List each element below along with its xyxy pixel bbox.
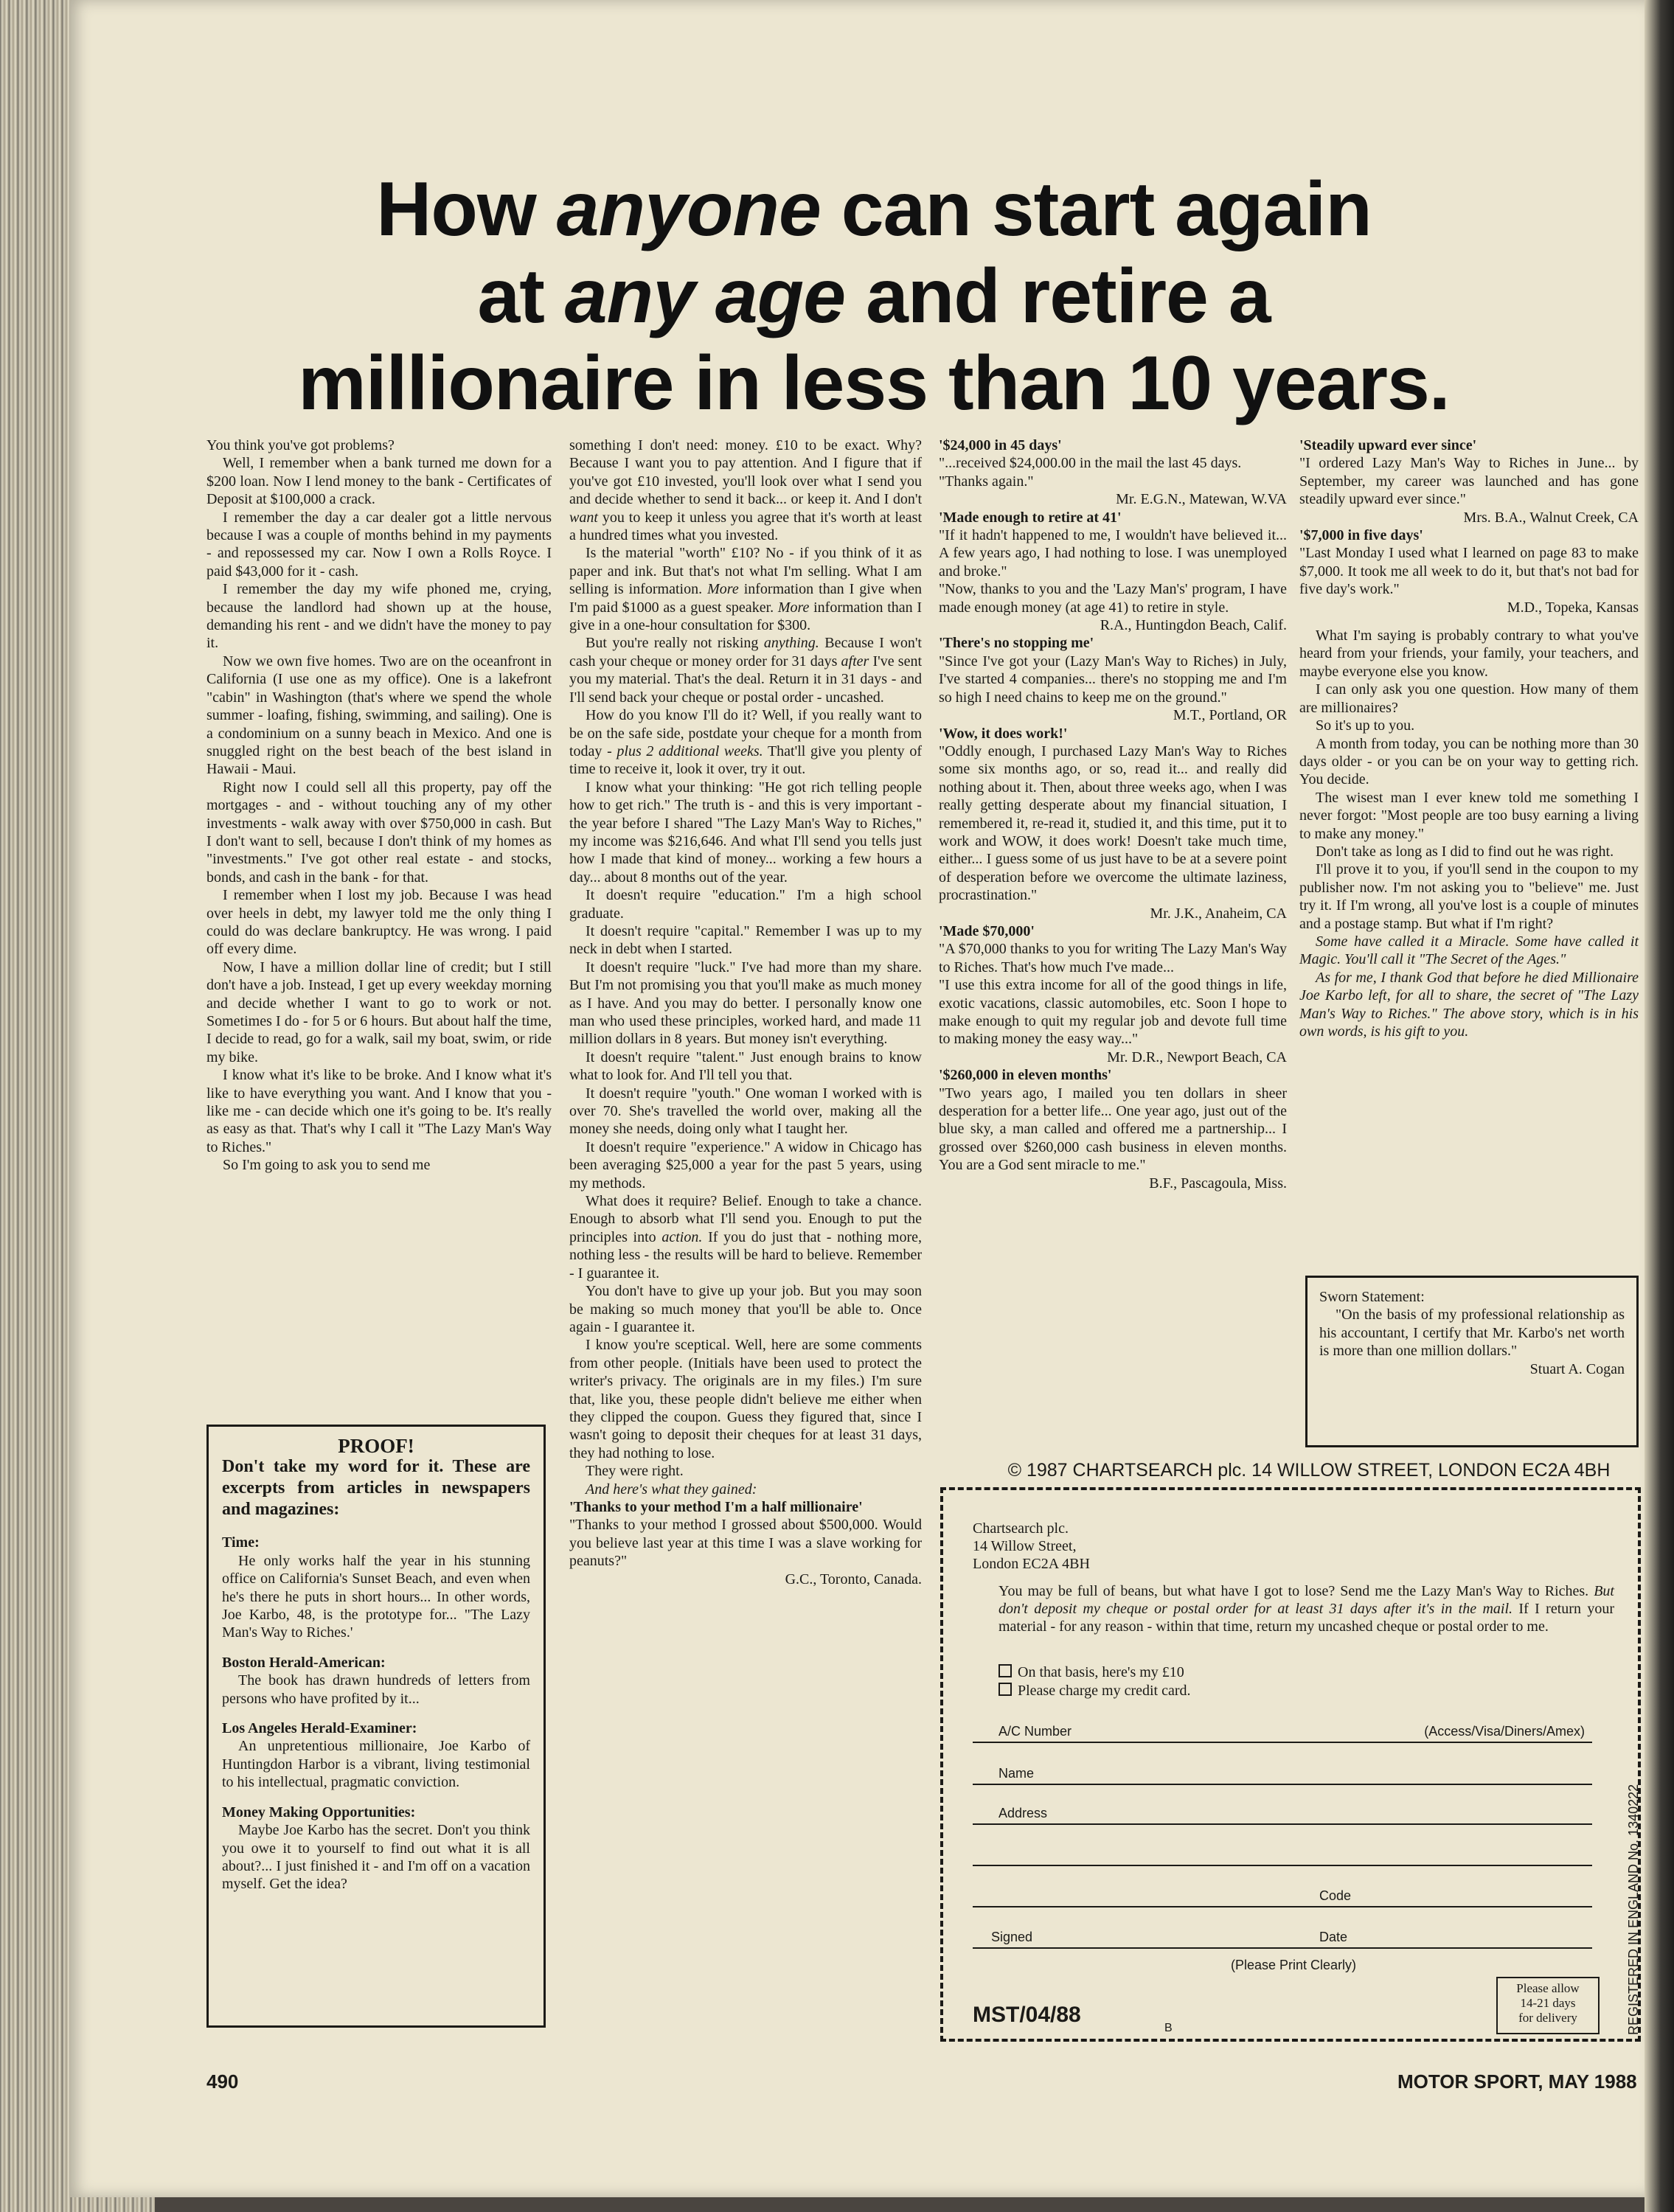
address-line: 14 Willow Street,	[973, 1538, 1077, 1554]
headline: How anyone can start again at any age and retire a millionaire in less than 10 years.	[298, 167, 1450, 426]
testimonial-text: "I use this extra income for all of the good things in life, exotic vacations, classic automobiles, etc. Soon I hope to make enough to quit my regular job and devote full time to making money the easy way..."	[939, 977, 1287, 1048]
testimonial-text: "Thanks to your method I grossed about $500,000. Would you believe last year at this time I was a slave working for peanuts?"	[569, 1517, 922, 1570]
body-paragraph: It doesn't require "talent." Just enough brains to know what to look for. And I'll tell you that.	[569, 1048, 922, 1084]
body-paragraph: It doesn't require "luck." I've had more than my share. But I'm not promising you that you'll make as much money as I have. And you may do better. I personally know one man who used these principles, worked hard, and made 11 million dollars in 8 years. But money isn't everything.	[569, 959, 922, 1048]
body-paragraph: It doesn't require "capital." Remember I was up to my neck in debt when I started.	[569, 922, 922, 958]
body-paragraph: They were right.	[586, 1463, 684, 1480]
sworn-title: Sworn Statement:	[1319, 1289, 1425, 1305]
proof-quote: An unpretentious millionaire, Joe Karbo of Huntingdon Harbor is a vibrant, living testimonial to his intellectual, pragmatic conviction.	[222, 1738, 530, 1791]
body-paragraph: The wisest man I ever knew told me something I never forgot: "Most people are too busy earning a living to make any money."	[1299, 789, 1639, 842]
testimonial-text: "Two years ago, I mailed you ten dollars in sheer desperation for a better life... One year ago, just out of the blue sky, a man called and offered me a partnership... I grossed over $260,000 cash business in eleven months. You are a God sent miracle to me."	[939, 1085, 1287, 1174]
copyright-line: © 1987 CHARTSEARCH plc. 14 WILLOW STREET, LONDON EC2A 4BH	[1007, 1460, 1611, 1481]
checkbox-icon[interactable]	[999, 1683, 1012, 1696]
body-paragraph: I know what it's like to be broke. And I know what it's like to have everything you want. And I know that you - like me - can decide which one it's going to be. It's really as easy as that. That's why I call it "The Lazy Man's Way to Riches."	[206, 1067, 552, 1155]
option-pay-10[interactable]	[999, 1663, 1184, 1681]
field-label: Code	[1319, 1888, 1352, 1903]
testimonial-signature: Mr. J.K., Anaheim, CA	[1150, 905, 1287, 922]
checkbox-icon[interactable]	[999, 1664, 1012, 1677]
testimonial-heading: 'Wow, it does work!'	[939, 725, 1068, 742]
testimonial-heading: '$24,000 in 45 days'	[939, 437, 1062, 453]
testimonial-text: "I ordered Lazy Man's Way to Riches in June... by September, my career was launched and has gone steadily upward ever since."	[1299, 455, 1639, 508]
body-paragraph: And here's what they gained:	[586, 1481, 757, 1498]
order-coupon[interactable]	[940, 1487, 1641, 2042]
body-paragraph: Some have called it a Miracle. Some have called it Magic. You'll call it "The Secret of the Ages."	[1299, 933, 1639, 968]
proof-quote: The book has drawn hundreds of letters from persons who have profited by it...	[222, 1672, 530, 1707]
body-paragraph: It doesn't require "education." I'm a high school graduate.	[569, 887, 922, 922]
testimonial-heading: '$7,000 in five days'	[1299, 527, 1423, 544]
body-paragraph: I know what your thinking: "He got rich telling people how to get rich." The truth is - and this is very important - the year before I shared "The Lazy Man's Way to Riches," my income was $216,646. And what I'll send you tells just how I made that kind of money... working a few hours a day... about 8 months out of the year.	[569, 779, 922, 886]
account-number-field[interactable]	[973, 1722, 1592, 1743]
address-line: London EC2A 4BH	[973, 1556, 1090, 1572]
proof-source: Boston Herald-American:	[222, 1654, 386, 1671]
option-credit-card[interactable]	[999, 1682, 1191, 1700]
testimonial-signature: Mr. E.G.N., Matewan, W.VA	[1116, 491, 1287, 508]
body-paragraph: As for me, I thank God that before he died Millionaire Joe Karbo left, for all to share, the secret of "The Lazy Man's Way to Riches." The above story, which is in his own words, is his gift to you.	[1299, 969, 1639, 1040]
option-label: Please charge my credit card.	[1018, 1683, 1191, 1699]
testimonial-heading: 'Steadily upward ever since'	[1299, 437, 1477, 453]
body-paragraph: A month from today, you can be nothing more than 30 days older - or you can be on your way to getting rich. You decide.	[1299, 735, 1639, 788]
code-field[interactable]	[973, 1887, 1592, 1907]
field-label: Signed	[991, 1930, 1033, 1944]
testimonial-signature: M.D., Topeka, Kansas	[1507, 599, 1639, 616]
magazine-footer: MOTOR SPORT, MAY 1988	[1397, 2070, 1637, 2093]
sworn-statement-box	[1305, 1276, 1639, 1447]
coupon-body: You may be full of beans, but what have I got to lose? Send me the Lazy Man's Way to Riches. But don't deposit my cheque or postal order for at least 31 days after it's in the mail. If I return your material - for any reason - within that time, return my uncashed cheque or postal order to me.	[999, 1583, 1614, 1635]
body-paragraph: What I'm saying is probably contrary to what you've heard from your friends, your family, your teachers, and maybe everyone else you know.	[1299, 627, 1639, 680]
body-paragraph: It doesn't require "experience." A widow in Chicago has been averaging $25,000 a year for the past 5 years, using my methods.	[569, 1138, 922, 1192]
body-paragraph: So I'm going to ask you to send me	[223, 1157, 431, 1174]
body-paragraph: Now, I have a million dollar line of credit; but I still don't have a job. Instead, I get up every weekday morning and decide whether I want to go to work or not. Sometimes I do - for 5 or 6 hours. But about half the time, I decide to read, go for a walk, sail my boat, swim, or ride my bike.	[206, 959, 552, 1065]
page-number: 490	[206, 2070, 239, 2093]
body-paragraph: something I don't need: money. £10 to be exact. Why? Because I want you to pay attention. And I figure that if you've got £10 invested, you'll look over what I send you and decide whether to send it back... or keep it. And I don't want you to keep it unless you agree that it's worth at least a hundred times what you invested.	[569, 437, 922, 544]
body-paragraph: But you're really not risking anything. Because I won't cash your cheque or money order for 31 days after I've sent you my material. That's the deal. Return it in 31 days - and I'll send back your cheque or postal order - uncashed.	[569, 635, 923, 706]
registered-number: REGISTERED IN ENGLAND No. 1340222	[1626, 1784, 1641, 2035]
body-paragraph: Right now I could sell all this property, pay off the mortgages - and - without touching any of my other investments - walk away with over $750,000 in cash. But I don't want to sell, because I don't think of my homes as "investments." I've got other real estate - and stocks, bonds, and cash in the bank - for that.	[206, 779, 552, 886]
sworn-signature: Stuart A. Cogan	[1529, 1360, 1625, 1377]
testimonial-text: "Since I've got your (Lazy Man's Way to Riches) in July, I've started 4 companies... there's no stopping me and I'm so high I need chains to keep me on the ground."	[939, 653, 1287, 706]
body-paragraph: You think you've got problems?	[206, 437, 395, 453]
delivery-note: Please allow 14-21 days for delivery	[1496, 1977, 1600, 2034]
body-paragraph: Don't take as long as I did to find out he was right.	[1316, 843, 1614, 860]
testimonial-signature: R.A., Huntingdon Beach, Calif.	[1100, 617, 1287, 634]
publisher-address	[973, 1520, 1090, 1573]
testimonial-text: "Thanks again."	[939, 473, 1034, 490]
body-paragraph: What does it require? Belief. Enough to take a chance. Enough to absorb what I'll send you. Enough to put the principles into action. If you do just that - nothing more, nothing less - the results will be hard to believe. Remember - I guarantee it.	[569, 1193, 922, 1281]
signed-date-field[interactable]	[973, 1928, 1592, 1949]
card-types-label: (Access/Visa/Diners/Amex)	[1424, 1724, 1585, 1739]
proof-subtitle: Don't take my word for it. These are excerpts from articles in newspapers and magazines:	[222, 1457, 530, 1520]
proof-quote: He only works half the year in his stunning office on California's Sunset Beach, and even when he's there he puts in short hours... In other words, Joe Karbo, 48, is the prototype for... "The Lazy Man's Way to Riches.'	[222, 1552, 530, 1641]
testimonial-heading: '$260,000 in eleven months'	[939, 1067, 1112, 1084]
proof-quote: Maybe Joe Karbo has the secret. Don't you think you owe it to yourself to find out what it is all about?... I just finished it - and I'm off on a vacation myself. Get the idea?	[222, 1822, 530, 1893]
testimonial-heading: 'Made $70,000'	[939, 922, 1035, 939]
print-clearly-note: (Please Print Clearly)	[1231, 1958, 1357, 1972]
proof-source: Time:	[222, 1534, 260, 1551]
testimonial-text: "Last Monday I used what I learned on page 83 to make $7,000. It took me all week to do it, but that's not bad for five day's work."	[1299, 545, 1639, 598]
address-field[interactable]	[973, 1804, 1592, 1825]
body-paragraph: I remember when I lost my job. Because I was head over heels in debt, my lawyer told me the only thing I could do was declare bankruptcy. He was wrong. I paid off every dime.	[206, 887, 552, 958]
field-label: Name	[999, 1766, 1035, 1781]
column-3	[939, 437, 1287, 1192]
testimonial-text: "Now, thanks to you and the 'Lazy Man's' program, I have made enough money (at age 41) to retire in style.	[939, 581, 1287, 616]
column-4	[1299, 437, 1639, 1040]
proof-source: Los Angeles Herald-Examiner:	[222, 1720, 417, 1737]
proof-source: Money Making Opportunities:	[222, 1804, 416, 1820]
body-paragraph: I remember the day my wife phoned me, crying, because the landlord had shown up at the house, demanding his rent - and we didn't have the money to pay it.	[206, 581, 552, 652]
body-paragraph: I know you're sceptical. Well, here are some comments from other people. (Initials have been used to protect the writer's privacy. The originals are in my files.) I'm sure that, like you, these people didn't believe me either when they clipped the coupon. Guess they figured that, since I wasn't going to deposit their cheques for at least 31 days, they had nothing to lose.	[569, 1337, 922, 1461]
body-paragraph: Now we own five homes. Two are on the oceanfront in California (I use one as my office). One is a lakefront "cabin" in Washington (that's where we spend the whole summer - loafing, fishing, swimming, and sailing). One is a condominium on a sunny beach in Mexico. And one is snuggled right on the best beach of the best island in Hawaii - Maui.	[206, 653, 552, 778]
field-label: Date	[1319, 1930, 1348, 1944]
testimonial-text: "If it hadn't happened to me, I wouldn't have believed it... A few years ago, I had nothing to lose. I was unemployed and broke."	[939, 527, 1287, 580]
field-label: A/C Number	[999, 1724, 1072, 1739]
body-paragraph: I remember the day a car dealer got a little nervous because I was a couple of months behind in my payments - and repossessed my car. Now I own a Rolls Royce. I paid $43,000 for it - cash.	[206, 509, 552, 580]
option-label: On that basis, here's my £10	[1018, 1664, 1184, 1680]
body-paragraph: Well, I remember when a bank turned me down for a $200 loan. Now I lend money to the bank - Certificates of Deposit at $100,000 a crack.	[206, 455, 552, 508]
testimonial-heading: 'There's no stopping me'	[939, 635, 1094, 652]
body-paragraph: It doesn't require "youth." One woman I worked with is over 70. She's travelled the world over, making all the money she needs, doing only what I taught her.	[569, 1085, 922, 1138]
column-1	[206, 437, 552, 1175]
sworn-text: "On the basis of my professional relationship as his accountant, I certify that Mr. Karbo's net worth is more than one million dollars."	[1319, 1307, 1625, 1360]
binding-edge	[1645, 0, 1674, 2212]
testimonial-signature: B.F., Pascagoula, Miss.	[1149, 1175, 1287, 1192]
column-2	[569, 437, 922, 1588]
body-paragraph: So it's up to you.	[1316, 717, 1415, 734]
address-line: Chartsearch plc.	[973, 1520, 1069, 1537]
testimonial-heading: 'Made enough to retire at 41'	[939, 509, 1122, 526]
testimonial-heading: 'Thanks to your method I'm a half millionaire'	[569, 1498, 863, 1515]
reference-code: MST/04/88	[973, 2003, 1081, 2027]
proof-title: PROOF!	[338, 1435, 414, 1457]
name-field[interactable]	[973, 1764, 1592, 1785]
address-field-line-2[interactable]	[973, 1846, 1592, 1866]
proof-box	[206, 1425, 546, 2028]
testimonial-signature: G.C., Toronto, Canada.	[785, 1571, 922, 1587]
testimonial-signature: Mr. D.R., Newport Beach, CA	[1107, 1048, 1287, 1065]
testimonial-text: "...received $24,000.00 in the mail the last 45 days.	[939, 455, 1242, 472]
body-paragraph: I'll prove it to you, if you'll send in the coupon to my publisher now. I'm not asking you to "believe" me. Just try it. If I'm wrong, all you've lost is a couple of minutes and a postage stamp. But what if I'm right?	[1299, 861, 1639, 932]
testimonial-text: "Oddly enough, I purchased Lazy Man's Way to Riches some six months ago, or so, read it... and really did nothing about it. Then, about three weeks ago, when I was really getting desperate about my financial situation, I remembered it, re-read it, studied it, and this time, put it to work and WOW, it does work! Doesn't take much time, either... I guess some of us just have to be at a severe point of desperation before we overcome the ultimate laziness, procrastination."	[939, 742, 1287, 904]
testimonial-text: "A $70,000 thanks to you for writing The Lazy Man's Way to Riches. That's how much I've made...	[939, 941, 1287, 975]
body-paragraph: You don't have to give up your job. But you may soon be making so much money that you'll be able to. Once again - I guarantee it.	[569, 1283, 922, 1335]
testimonial-signature: M.T., Portland, OR	[1173, 707, 1287, 724]
field-label: Address	[999, 1806, 1048, 1820]
testimonial-signature: Mrs. B.A., Walnut Creek, CA	[1463, 509, 1639, 526]
b-mark: B	[1164, 2022, 1173, 2034]
body-paragraph: How do you know I'll do it? Well, if you really want to be on the safe side, postdate your cheque for a month from today - plus 2 additional weeks. That'll give you plenty of time to receive it, look it over, try it out.	[569, 707, 922, 778]
body-paragraph: Is the material "worth" £10? No - if you think of it as paper and ink. But that's not what I'm selling. What I am selling is information. More information than I give when I'm paid $1000 as a guest speaker. More information than I give in a one-hour consultation for $300.	[569, 545, 923, 634]
body-paragraph: I can only ask you one question. How many of them are millionaires?	[1299, 681, 1639, 716]
